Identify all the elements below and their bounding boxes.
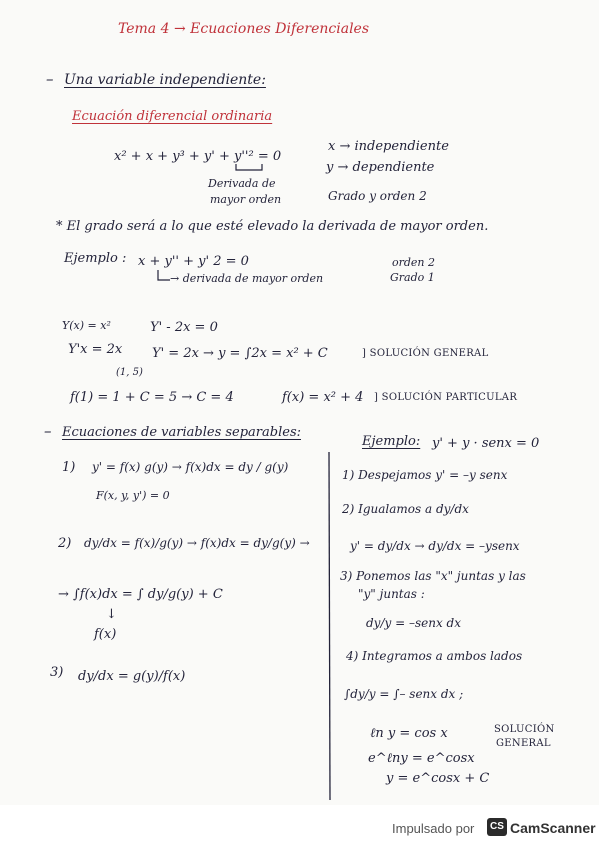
- step2-number: 2): [58, 536, 72, 551]
- camscanner-brand: CamScanner: [510, 820, 596, 836]
- example-grado: Grado 1: [390, 271, 435, 284]
- step3-number: 3): [50, 665, 64, 680]
- yx-definition: Y(x) = x²: [62, 319, 111, 332]
- brace-under-yprime: [236, 164, 262, 170]
- step1-number: 1): [62, 460, 76, 475]
- example2-step3-equation: dy/y = –senx dx: [366, 616, 461, 630]
- solucion-general-equation: Y' = 2x → y = ∫2x = x² + C: [152, 346, 328, 361]
- example2-step4-equation: ∫dy/y = ∫– senx dx ;: [344, 687, 464, 701]
- example-label: Ejemplo :: [64, 251, 127, 266]
- camscanner-logo-icon: CS: [487, 818, 507, 836]
- example-arrow-note: → derivada de mayor orden: [170, 272, 324, 285]
- section1-subheading: Ecuación diferencial ordinaria: [72, 109, 273, 124]
- example-arrow-hook: [158, 270, 170, 280]
- powered-by-text: Impulsado por: [392, 821, 475, 836]
- brace-label-line1: Derivada de: [208, 177, 276, 190]
- example2-label: Ejemplo:: [362, 434, 421, 449]
- example2-ln-equation: ℓn y = cos x: [370, 726, 448, 741]
- constant-equation: f(1) = 1 + C = 5 → C = 4: [70, 390, 234, 405]
- example2-step3-line1: 3) Ponemos las "x" juntas y las: [340, 569, 526, 583]
- page-title: Tema 4 → Ecuaciones Diferenciales: [118, 21, 370, 37]
- solucion-general-label: ] SOLUCIÓN GENERAL: [362, 348, 489, 359]
- degree-note: * El grado será a lo que esté elevado la derivada de mayor orden.: [56, 219, 489, 234]
- main-equation: x² + x + y³ + y' + y''² = 0: [114, 149, 282, 164]
- section1-dash: –: [46, 70, 54, 88]
- section1-heading: Una variable independiente:: [64, 72, 266, 88]
- step1-equation: y' = f(x) g(y) → f(x)dx = dy / g(y): [92, 460, 289, 474]
- grado-orden-note: Grado y orden 2: [328, 189, 427, 203]
- section2-dash: –: [44, 422, 52, 440]
- example-equation: x + y'' + y' 2 = 0: [138, 254, 249, 269]
- yx-derivative: Y'x = 2x: [68, 342, 123, 357]
- y-dependent-note: y → dependiente: [326, 160, 435, 175]
- example2-equation: y' + y · senx = 0: [432, 436, 540, 451]
- example2-step3-line2: "y" juntas :: [358, 587, 425, 601]
- step1-general-form: F(x, y, y') = 0: [96, 489, 170, 502]
- solucion-particular-label: ] SOLUCIÓN PARTICULAR: [374, 392, 518, 403]
- fx-label: f(x): [94, 627, 117, 642]
- example2-step2-equation: y' = dy/dx → dy/dx = –ysenx: [350, 539, 520, 553]
- section2-heading: Ecuaciones de variables separables:: [62, 425, 301, 440]
- particular-equation: f(x) = x² + 4: [282, 390, 364, 405]
- example2-step4: 4) Integramos a ambos lados: [346, 649, 523, 663]
- column-divider: [329, 452, 330, 800]
- example2-exp-equation: e^ℓny = e^cosx: [368, 751, 475, 766]
- camscanner-footer: [0, 805, 599, 848]
- initial-point: (1, 5): [116, 367, 143, 378]
- down-arrow: ↓: [106, 607, 117, 622]
- integral-equation: → ∫f(x)dx = ∫ dy/g(y) + C: [58, 587, 223, 602]
- example-orden: orden 2: [392, 256, 436, 269]
- solucion-general-label-2b: GENERAL: [496, 738, 551, 749]
- example2-final-equation: y = e^cosx + C: [386, 771, 490, 786]
- step2-equation: dy/dx = f(x)/g(y) → f(x)dx = dy/g(y) →: [84, 536, 310, 550]
- yprime-equation: Y' - 2x = 0: [150, 320, 218, 335]
- solucion-general-label-2: SOLUCIÓN: [494, 724, 555, 735]
- example2-step2: 2) Igualamos a dy/dx: [342, 502, 469, 516]
- brace-label-line2: mayor orden: [210, 193, 282, 206]
- step3-equation: dy/dx = g(y)/f(x): [78, 669, 186, 684]
- x-independent-note: x → independiente: [328, 139, 449, 154]
- example2-step1: 1) Despejamos y' = –y senx: [342, 468, 508, 482]
